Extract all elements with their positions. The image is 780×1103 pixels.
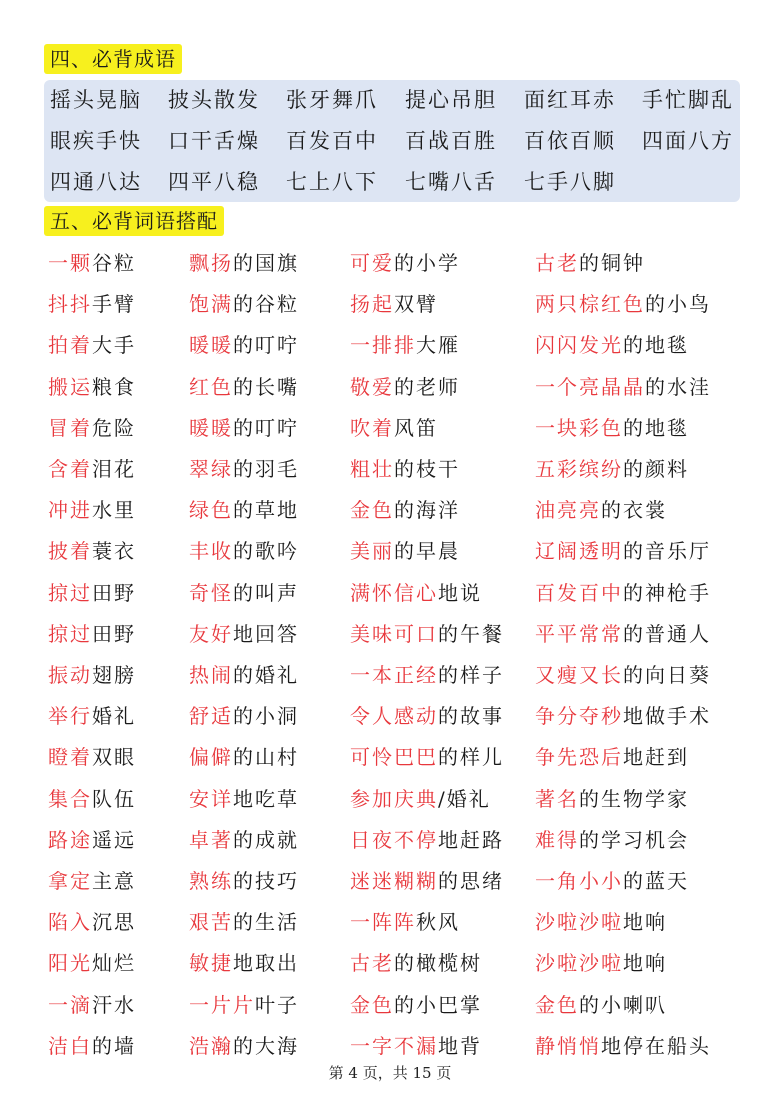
phrase-item bbox=[48, 985, 136, 1026]
phrase-rest: 的思绪 bbox=[438, 869, 504, 893]
phrase-rest: 的小鸟 bbox=[645, 292, 711, 316]
idiom-item: 口干舌燥 bbox=[168, 129, 260, 153]
idiom-item: 百战百胜 bbox=[405, 129, 497, 153]
phrase-keyword: 卓著 bbox=[189, 828, 233, 852]
phrase-keyword: 金色 bbox=[535, 993, 579, 1017]
phrase-keyword: 又瘦又长 bbox=[535, 663, 623, 687]
phrase-keyword: 饱满 bbox=[189, 292, 233, 316]
phrase-keyword: 一个亮晶晶 bbox=[535, 375, 645, 399]
idiom-item: 面红耳赤 bbox=[524, 88, 616, 112]
phrase-rest: 的海洋 bbox=[394, 498, 460, 522]
phrase-rest: 地回答 bbox=[233, 622, 299, 646]
phrase-item bbox=[350, 367, 460, 408]
phrase-rest: 的山村 bbox=[233, 745, 299, 769]
phrase-item bbox=[535, 408, 689, 449]
phrase-item bbox=[535, 573, 711, 614]
idiom-item: 张牙舞爪 bbox=[286, 88, 378, 112]
phrase-item bbox=[350, 243, 460, 284]
phrase-keyword: 安详 bbox=[189, 787, 233, 811]
phrase-rest: 的样儿 bbox=[438, 745, 504, 769]
phrase-rest: 的小喇叭 bbox=[579, 993, 667, 1017]
phrase-rest: 的羽毛 bbox=[233, 457, 299, 481]
phrase-keyword: 舒适 bbox=[189, 704, 233, 728]
phrase-rest: 的小巴掌 bbox=[394, 993, 482, 1017]
phrase-keyword: 抖抖 bbox=[48, 292, 92, 316]
phrase-item bbox=[48, 861, 136, 902]
phrase-keyword: 古老 bbox=[535, 251, 579, 275]
phrase-item bbox=[48, 614, 136, 655]
phrase-row bbox=[0, 737, 780, 778]
phrase-row bbox=[0, 820, 780, 861]
phrase-item bbox=[48, 696, 136, 737]
phrase-rest: 沉思 bbox=[92, 910, 136, 934]
phrase-keyword: 暖暖 bbox=[189, 333, 233, 357]
phrase-keyword: 争分夺秒 bbox=[535, 704, 623, 728]
idiom-item: 七手八脚 bbox=[524, 170, 616, 194]
phrase-rest: 地吃草 bbox=[233, 787, 299, 811]
phrase-rest: 主意 bbox=[92, 869, 136, 893]
phrase-keyword: 难得 bbox=[535, 828, 579, 852]
phrase-rest: 泪花 bbox=[92, 457, 136, 481]
phrase-item bbox=[535, 902, 667, 943]
section-5-title: 五、必背词语搭配 bbox=[44, 206, 224, 236]
phrase-rest: 的颜料 bbox=[623, 457, 689, 481]
idiom-item: 百依百顺 bbox=[524, 129, 616, 153]
phrase-keyword: 一块彩色 bbox=[535, 416, 623, 440]
phrase-item bbox=[535, 737, 689, 778]
phrase-keyword: 掠过 bbox=[48, 581, 92, 605]
phrase-rest: 风笛 bbox=[394, 416, 438, 440]
phrase-item bbox=[48, 243, 136, 284]
phrase-rest: 的学习机会 bbox=[579, 828, 689, 852]
phrase-item bbox=[48, 779, 136, 820]
phrase-rest: 的神枪手 bbox=[623, 581, 711, 605]
phrase-row bbox=[0, 449, 780, 490]
phrase-item bbox=[189, 449, 299, 490]
phrase-rest: 田野 bbox=[92, 622, 136, 646]
phrase-rest: 地做手术 bbox=[623, 704, 711, 728]
phrase-rest: 的草地 bbox=[233, 498, 299, 522]
phrase-keyword: 扬起 bbox=[350, 292, 394, 316]
phrase-keyword: 吹着 bbox=[350, 416, 394, 440]
phrase-rest: 的故事 bbox=[438, 704, 504, 728]
phrase-row bbox=[0, 490, 780, 531]
phrase-item bbox=[189, 655, 299, 696]
phrase-item bbox=[189, 243, 299, 284]
phrase-rest: 的向日葵 bbox=[623, 663, 711, 687]
phrase-row bbox=[0, 367, 780, 408]
phrase-row bbox=[0, 696, 780, 737]
phrase-rest: 的铜钟 bbox=[579, 251, 645, 275]
idiom-box bbox=[44, 80, 740, 202]
phrase-row bbox=[0, 325, 780, 366]
phrase-keyword: 美丽 bbox=[350, 539, 394, 563]
phrase-rest: 田野 bbox=[92, 581, 136, 605]
phrase-keyword: 一排排 bbox=[350, 333, 416, 357]
phrase-item bbox=[189, 490, 299, 531]
phrase-keyword: 偏僻 bbox=[189, 745, 233, 769]
phrase-rest: 手臂 bbox=[92, 292, 136, 316]
phrase-rest: 的老师 bbox=[394, 375, 460, 399]
phrase-item bbox=[350, 985, 482, 1026]
phrase-rest: 蓑衣 bbox=[92, 539, 136, 563]
phrase-rest: 的橄榄树 bbox=[394, 951, 482, 975]
phrase-row bbox=[0, 861, 780, 902]
phrase-keyword: 金色 bbox=[350, 993, 394, 1017]
phrase-keyword: 陷入 bbox=[48, 910, 92, 934]
phrase-item bbox=[350, 490, 460, 531]
phrase-item bbox=[189, 943, 299, 984]
phrase-keyword: 拿定 bbox=[48, 869, 92, 893]
idiom-item: 提心吊胆 bbox=[405, 88, 497, 112]
phrase-keyword: 沙啦沙啦 bbox=[535, 910, 623, 934]
phrase-rest: 地赶到 bbox=[623, 745, 689, 769]
phrase-keyword: 洁白 bbox=[48, 1034, 92, 1058]
phrase-rest: 大手 bbox=[92, 333, 136, 357]
phrase-keyword: 五彩缤纷 bbox=[535, 457, 623, 481]
phrase-rest: 的谷粒 bbox=[233, 292, 299, 316]
phrase-keyword: 一颗 bbox=[48, 251, 92, 275]
phrase-keyword: 拍着 bbox=[48, 333, 92, 357]
phrase-item bbox=[535, 531, 711, 572]
phrase-keyword: 迷迷糊糊 bbox=[350, 869, 438, 893]
phrase-row bbox=[0, 573, 780, 614]
phrase-row bbox=[0, 985, 780, 1026]
phrase-rest: 的午餐 bbox=[438, 622, 504, 646]
phrase-item bbox=[350, 737, 504, 778]
phrase-rest: 的大海 bbox=[233, 1034, 299, 1058]
phrase-keyword: 静悄悄 bbox=[535, 1034, 601, 1058]
phrase-rest: 的普通人 bbox=[623, 622, 711, 646]
phrase-keyword: 可爱 bbox=[350, 251, 394, 275]
section-4-title: 四、必背成语 bbox=[44, 44, 182, 74]
phrase-item bbox=[48, 737, 136, 778]
phrase-item bbox=[350, 449, 460, 490]
phrase-item bbox=[535, 243, 645, 284]
phrase-item bbox=[48, 408, 136, 449]
phrase-item bbox=[535, 943, 667, 984]
phrase-item bbox=[350, 779, 491, 820]
phrase-item bbox=[535, 779, 689, 820]
phrase-rest: 的早晨 bbox=[394, 539, 460, 563]
phrase-keyword: 瞪着 bbox=[48, 745, 92, 769]
phrase-item bbox=[535, 696, 711, 737]
phrase-row bbox=[0, 284, 780, 325]
phrase-item bbox=[189, 1026, 299, 1067]
phrase-rest: 的长嘴 bbox=[233, 375, 299, 399]
phrase-rest: 遥远 bbox=[92, 828, 136, 852]
phrase-rest: 的叫声 bbox=[233, 581, 299, 605]
phrase-item bbox=[350, 696, 504, 737]
phrase-rest: 地响 bbox=[623, 910, 667, 934]
phrase-item bbox=[350, 573, 482, 614]
idiom-item: 百发百中 bbox=[286, 129, 378, 153]
phrase-item bbox=[535, 284, 711, 325]
phrase-rest: 的音乐厅 bbox=[623, 539, 711, 563]
phrase-rest: 婚礼 bbox=[92, 704, 136, 728]
page-footer: 第 4 页，共 15 页 bbox=[328, 1064, 452, 1082]
phrase-item bbox=[535, 861, 689, 902]
phrase-item bbox=[535, 325, 689, 366]
phrase-keyword: 百发百中 bbox=[535, 581, 623, 605]
phrase-item bbox=[350, 325, 460, 366]
phrase-rest: 的技巧 bbox=[233, 869, 299, 893]
phrase-keyword: 可怜巴巴 bbox=[350, 745, 438, 769]
phrase-keyword: 一角小小 bbox=[535, 869, 623, 893]
phrase-keyword: 粗壮 bbox=[350, 457, 394, 481]
phrase-item bbox=[48, 449, 136, 490]
phrase-rest: 的墙 bbox=[92, 1034, 136, 1058]
phrase-rest: 灿烂 bbox=[92, 951, 136, 975]
idiom-item: 眼疾手快 bbox=[50, 129, 142, 153]
phrase-row bbox=[0, 902, 780, 943]
phrase-item bbox=[48, 531, 136, 572]
phrase-item bbox=[189, 779, 299, 820]
phrase-keyword: 油亮亮 bbox=[535, 498, 601, 522]
phrase-keyword: 红色 bbox=[189, 375, 233, 399]
phrase-keyword: 两只棕红色 bbox=[535, 292, 645, 316]
phrase-item bbox=[48, 655, 136, 696]
phrase-keyword: 振动 bbox=[48, 663, 92, 687]
phrase-rest: 的小洞 bbox=[233, 704, 299, 728]
phrase-item bbox=[350, 861, 504, 902]
phrase-rest: 汗水 bbox=[92, 993, 136, 1017]
phrase-keyword: 浩瀚 bbox=[189, 1034, 233, 1058]
phrase-item bbox=[535, 985, 667, 1026]
phrase-rest: 的成就 bbox=[233, 828, 299, 852]
phrase-keyword: 绿色 bbox=[189, 498, 233, 522]
phrase-keyword: 搬运 bbox=[48, 375, 92, 399]
phrase-keyword: 熟练 bbox=[189, 869, 233, 893]
phrase-item bbox=[189, 820, 299, 861]
phrase-keyword: 阳光 bbox=[48, 951, 92, 975]
phrase-keyword: 一阵阵 bbox=[350, 910, 416, 934]
phrase-item bbox=[48, 902, 136, 943]
phrase-item bbox=[48, 943, 136, 984]
phrase-rest: 地背 bbox=[438, 1034, 482, 1058]
phrase-keyword: 敬爱 bbox=[350, 375, 394, 399]
phrase-row bbox=[0, 779, 780, 820]
phrase-keyword: 一滴 bbox=[48, 993, 92, 1017]
phrase-keyword: 掠过 bbox=[48, 622, 92, 646]
phrase-rest: 水里 bbox=[92, 498, 136, 522]
phrase-keyword: 一本正经 bbox=[350, 663, 438, 687]
phrase-row bbox=[0, 408, 780, 449]
phrase-rest: 的水洼 bbox=[645, 375, 711, 399]
phrase-keyword: 敏捷 bbox=[189, 951, 233, 975]
phrase-keyword: 冒着 bbox=[48, 416, 92, 440]
phrase-rest: 翅膀 bbox=[92, 663, 136, 687]
phrase-item bbox=[350, 1026, 482, 1067]
phrase-item bbox=[350, 902, 460, 943]
phrase-item bbox=[350, 408, 438, 449]
phrase-rest: 的蓝天 bbox=[623, 869, 689, 893]
phrase-item bbox=[189, 737, 299, 778]
phrase-item bbox=[535, 367, 711, 408]
phrase-rest: 地说 bbox=[438, 581, 482, 605]
phrase-keyword: 著名 bbox=[535, 787, 579, 811]
phrase-keyword: 含着 bbox=[48, 457, 92, 481]
phrase-keyword: 艰苦 bbox=[189, 910, 233, 934]
phrase-row bbox=[0, 243, 780, 284]
phrase-rest: 叶子 bbox=[255, 993, 299, 1017]
phrase-row bbox=[0, 943, 780, 984]
phrase-rest: 的地毯 bbox=[623, 416, 689, 440]
phrase-keyword: 举行 bbox=[48, 704, 92, 728]
phrase-item bbox=[189, 531, 299, 572]
phrase-keyword: 翠绿 bbox=[189, 457, 233, 481]
phrase-item bbox=[48, 325, 136, 366]
phrase-rest: 谷粒 bbox=[92, 251, 136, 275]
idiom-item: 七嘴八舌 bbox=[405, 170, 497, 194]
phrase-rest: 的衣裳 bbox=[601, 498, 667, 522]
phrase-item bbox=[350, 943, 482, 984]
phrase-item bbox=[535, 820, 689, 861]
phrase-rest: 的样子 bbox=[438, 663, 504, 687]
phrase-item bbox=[189, 367, 299, 408]
phrase-rest: 秋风 bbox=[416, 910, 460, 934]
phrase-keyword: 争先恐后 bbox=[535, 745, 623, 769]
phrase-row bbox=[0, 655, 780, 696]
phrase-item bbox=[189, 985, 299, 1026]
phrase-item bbox=[535, 1026, 711, 1067]
phrase-item bbox=[189, 861, 299, 902]
phrase-item bbox=[189, 325, 299, 366]
phrase-keyword: 古老 bbox=[350, 951, 394, 975]
phrase-rest: 的叮咛 bbox=[233, 333, 299, 357]
phrase-keyword: 辽阔透明 bbox=[535, 539, 623, 563]
phrase-item bbox=[535, 490, 667, 531]
phrase-rest: 粮食 bbox=[92, 375, 136, 399]
idiom-item: 摇头晃脑 bbox=[50, 88, 142, 112]
phrase-item bbox=[48, 820, 136, 861]
phrase-item bbox=[350, 614, 504, 655]
phrase-rest: 的地毯 bbox=[623, 333, 689, 357]
phrase-rest: 大雁 bbox=[416, 333, 460, 357]
phrase-item bbox=[189, 614, 299, 655]
phrase-keyword: 路途 bbox=[48, 828, 92, 852]
phrase-item bbox=[48, 573, 136, 614]
phrase-keyword: 平平常常 bbox=[535, 622, 623, 646]
idiom-item: 手忙脚乱 bbox=[642, 88, 734, 112]
idiom-item: 七上八下 bbox=[286, 170, 378, 194]
phrase-keyword: 闪闪发光 bbox=[535, 333, 623, 357]
idiom-item: 四面八方 bbox=[642, 129, 734, 153]
phrase-item bbox=[189, 902, 299, 943]
phrase-item bbox=[189, 408, 299, 449]
phrase-keyword: 热闹 bbox=[189, 663, 233, 687]
phrase-item bbox=[189, 696, 299, 737]
phrase-item bbox=[350, 531, 460, 572]
phrase-keyword: 日夜不停 bbox=[350, 828, 438, 852]
phrase-row bbox=[0, 1026, 780, 1067]
phrase-keyword: 参加庆典 bbox=[350, 787, 438, 811]
phrase-keyword: 奇怪 bbox=[189, 581, 233, 605]
phrase-item bbox=[189, 573, 299, 614]
phrase-item bbox=[350, 655, 504, 696]
phrase-item bbox=[48, 490, 136, 531]
phrase-rest: 的小学 bbox=[394, 251, 460, 275]
phrase-keyword: 一字不漏 bbox=[350, 1034, 438, 1058]
phrase-rest: 地赶路 bbox=[438, 828, 504, 852]
phrase-item bbox=[535, 449, 689, 490]
phrase-rest: 的生活 bbox=[233, 910, 299, 934]
phrase-keyword: 暖暖 bbox=[189, 416, 233, 440]
phrase-item bbox=[350, 284, 438, 325]
phrase-rest: /婚礼 bbox=[438, 787, 491, 811]
phrase-rest: 危险 bbox=[92, 416, 136, 440]
idiom-item: 四平八稳 bbox=[168, 170, 260, 194]
idiom-item: 披头散发 bbox=[168, 88, 260, 112]
phrase-item bbox=[48, 284, 136, 325]
phrase-row bbox=[0, 531, 780, 572]
phrase-rest: 的叮咛 bbox=[233, 416, 299, 440]
phrase-rest: 的生物学家 bbox=[579, 787, 689, 811]
phrase-rest: 的枝干 bbox=[394, 457, 460, 481]
phrase-rest: 的婚礼 bbox=[233, 663, 299, 687]
phrase-keyword: 沙啦沙啦 bbox=[535, 951, 623, 975]
phrase-keyword: 飘扬 bbox=[189, 251, 233, 275]
phrase-keyword: 令人感动 bbox=[350, 704, 438, 728]
phrase-keyword: 美味可口 bbox=[350, 622, 438, 646]
phrase-keyword: 集合 bbox=[48, 787, 92, 811]
phrase-item bbox=[48, 1026, 136, 1067]
phrase-item bbox=[535, 614, 711, 655]
phrase-keyword: 冲进 bbox=[48, 498, 92, 522]
phrase-keyword: 满怀信心 bbox=[350, 581, 438, 605]
phrase-item bbox=[48, 367, 136, 408]
phrase-keyword: 一片片 bbox=[189, 993, 255, 1017]
phrase-item bbox=[350, 820, 504, 861]
phrase-rest: 地响 bbox=[623, 951, 667, 975]
phrase-rest: 双眼 bbox=[92, 745, 136, 769]
phrase-item bbox=[189, 284, 299, 325]
phrase-rest: 双臂 bbox=[394, 292, 438, 316]
phrase-rest: 的歌吟 bbox=[233, 539, 299, 563]
phrase-rest: 队伍 bbox=[92, 787, 136, 811]
phrase-keyword: 金色 bbox=[350, 498, 394, 522]
phrase-keyword: 披着 bbox=[48, 539, 92, 563]
phrase-item bbox=[535, 655, 711, 696]
phrase-rest: 的国旗 bbox=[233, 251, 299, 275]
phrase-row bbox=[0, 614, 780, 655]
idiom-item: 四通八达 bbox=[50, 170, 142, 194]
phrase-rest: 地停在船头 bbox=[601, 1034, 711, 1058]
phrase-rest: 地取出 bbox=[233, 951, 299, 975]
phrase-keyword: 友好 bbox=[189, 622, 233, 646]
phrase-keyword: 丰收 bbox=[189, 539, 233, 563]
